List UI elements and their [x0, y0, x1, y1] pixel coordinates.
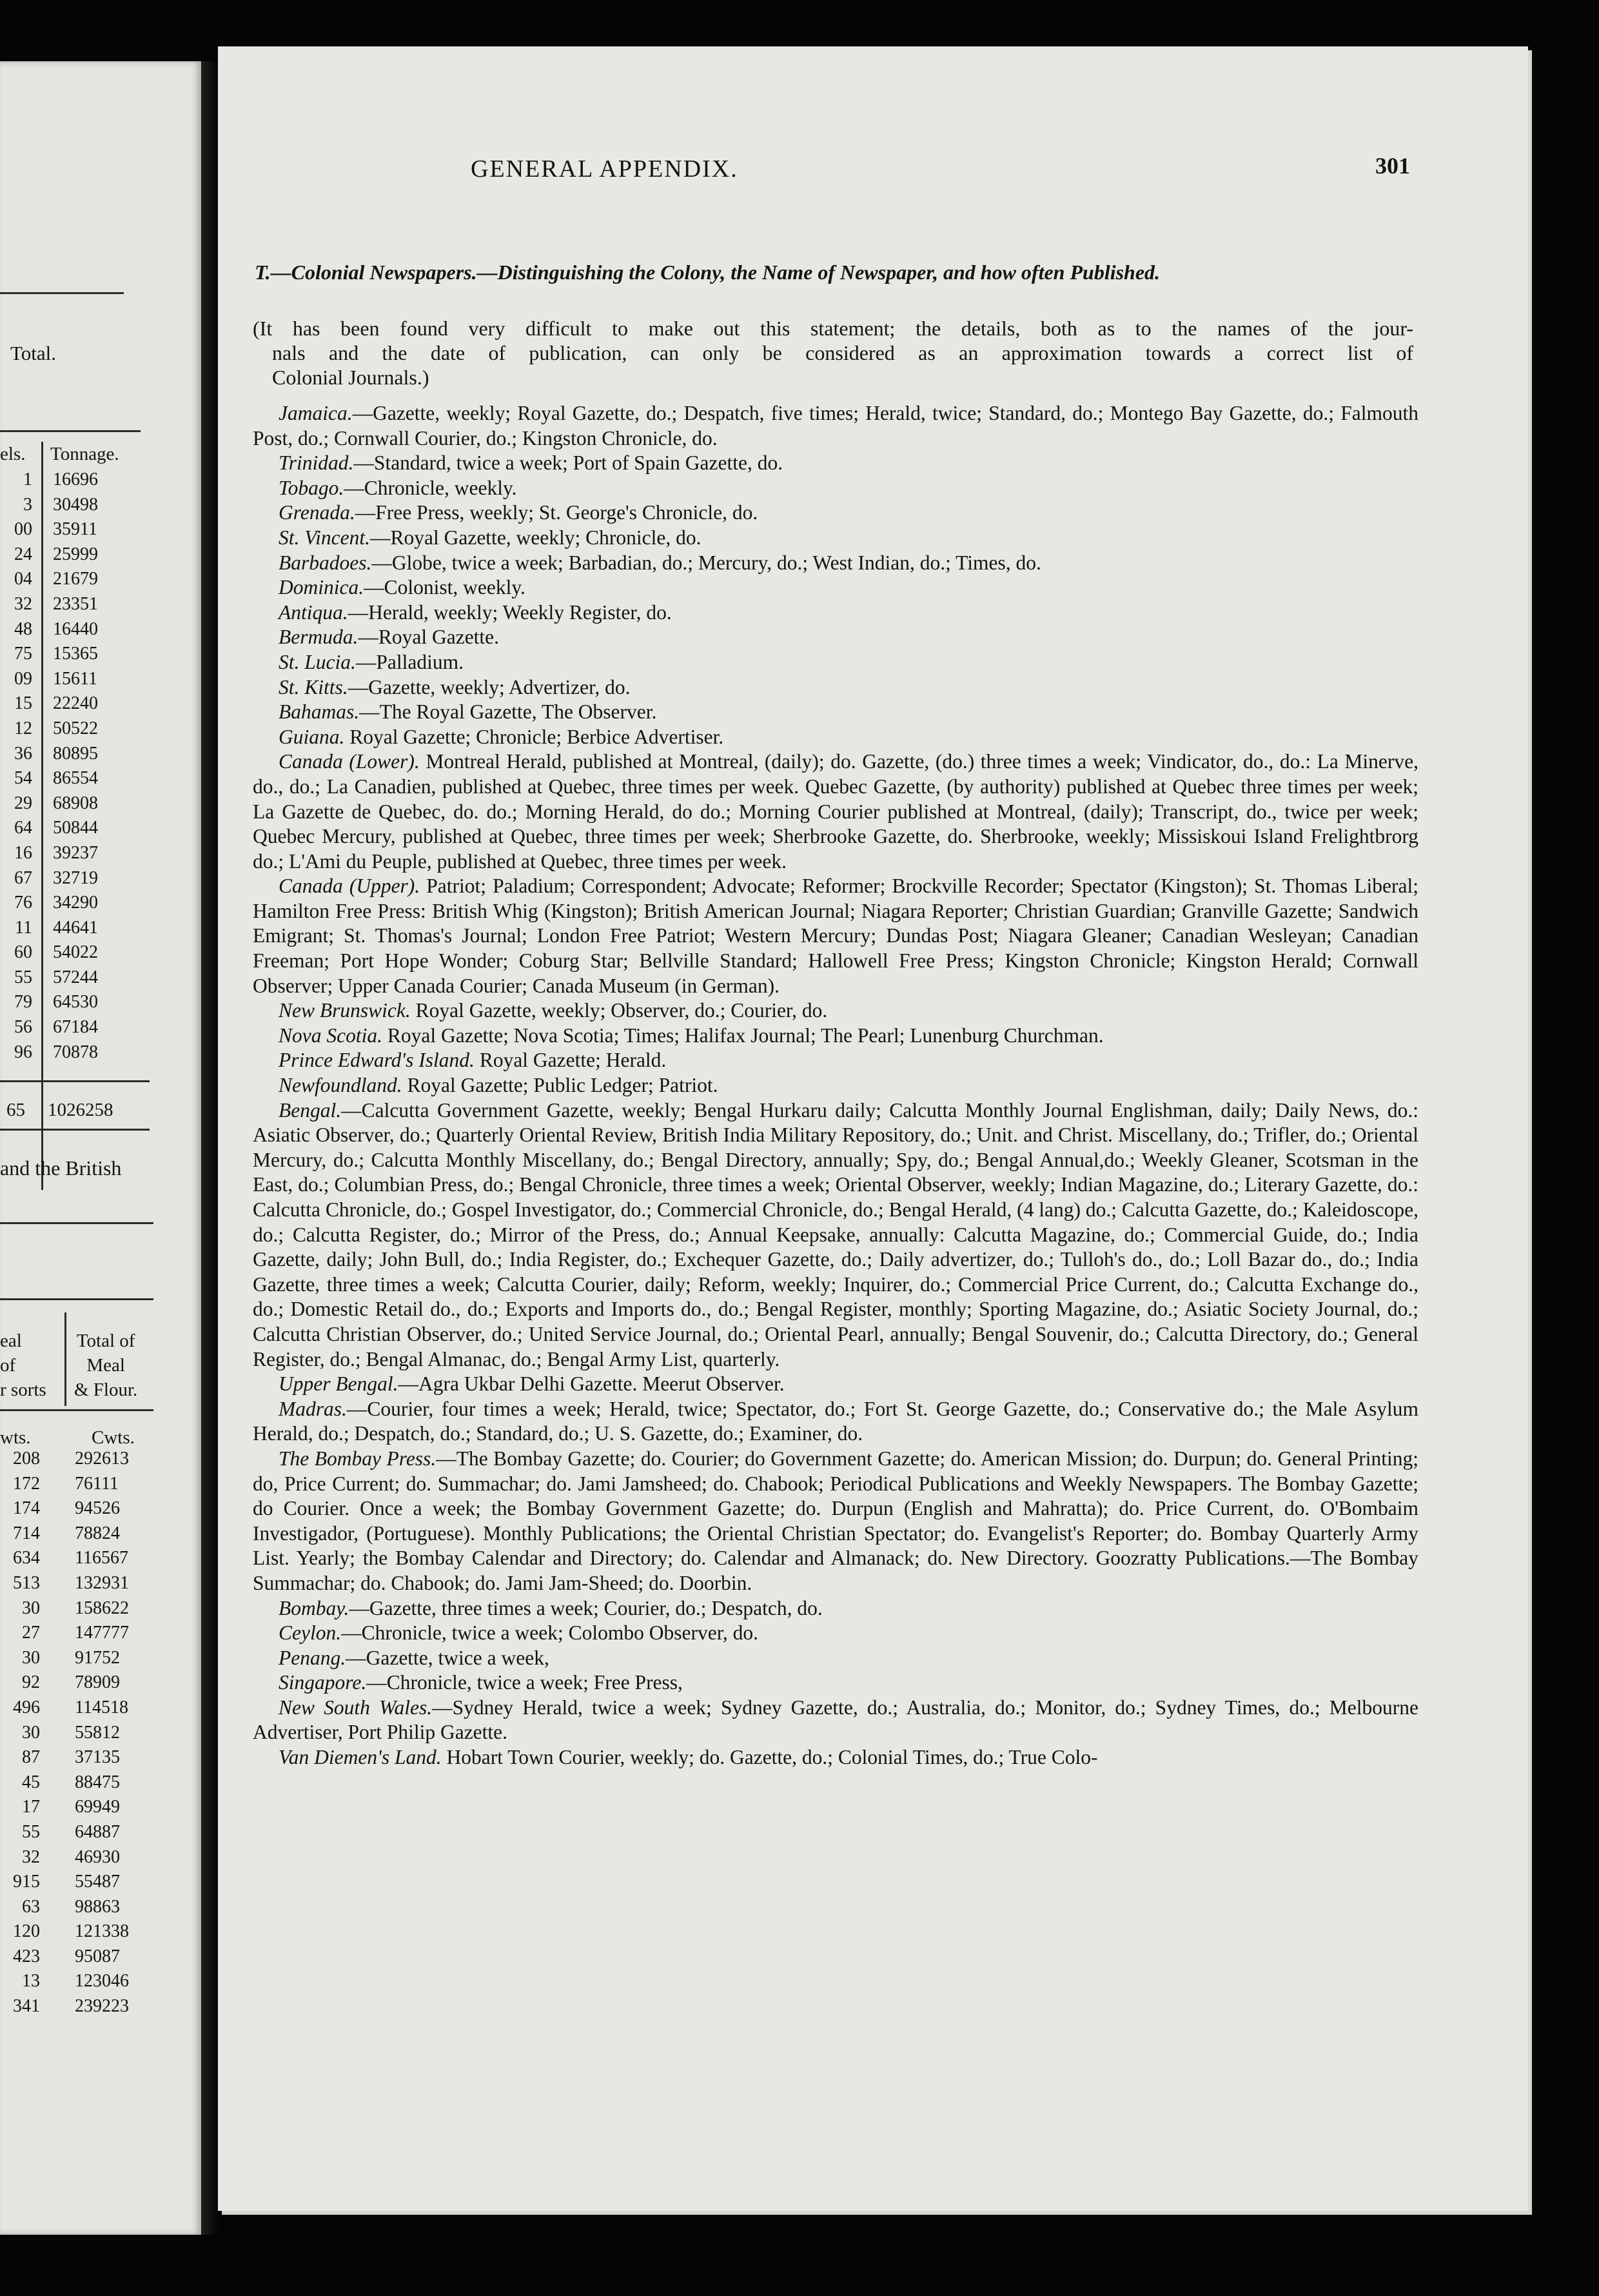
table-cell: 341: [13, 1996, 40, 2017]
page-gutter: [201, 61, 219, 2235]
newspaper-list: Royal Gazette; Herald.: [474, 1049, 667, 1072]
colony-name: The Bombay Press.: [279, 1447, 437, 1470]
table-cell: 45: [22, 1772, 40, 1792]
table-cell: 3: [23, 494, 32, 515]
table-cell: 292613: [75, 1449, 129, 1469]
table-cell: 34290: [53, 893, 98, 913]
table-cell: 87: [22, 1747, 40, 1768]
table-cell: 63: [22, 1896, 40, 1917]
left-page-fragment: [0, 61, 201, 2235]
table2-col1-unit: wts.: [0, 1427, 31, 1448]
table-cell: 147777: [75, 1623, 129, 1643]
table-cell: 39237: [53, 842, 98, 863]
colony-entry: [253, 1596, 1418, 1621]
newspaper-list: —Agra Ukbar Delhi Gazette. Meerut Observer.: [398, 1372, 785, 1396]
caption: and the British: [0, 1156, 122, 1180]
colony-name: Tobago.: [279, 476, 344, 499]
table-cell: 04: [14, 569, 32, 589]
table-cell: 57244: [53, 967, 98, 987]
table-cell: 120: [13, 1921, 40, 1942]
table-cell: 21679: [53, 569, 98, 589]
colony-entry: [253, 650, 1418, 675]
newspaper-list: Hobart Town Courier, weekly; do. Gazette, do.; Colonial Times, do.; True Colo-: [441, 1746, 1098, 1769]
total-heading: Total.: [10, 342, 57, 364]
table-cell: 55: [14, 967, 32, 987]
colony-entry: [253, 551, 1418, 576]
intro-line: Colonial Journals.): [272, 366, 429, 389]
table2-col2-unit: Cwts.: [92, 1427, 135, 1448]
table-cell: 44641: [53, 917, 98, 938]
table-cell: 54022: [53, 942, 98, 963]
newspaper-list: —The Royal Gazette, The Observer.: [359, 700, 657, 724]
table-cell: 30: [22, 1598, 40, 1618]
rule: [0, 1222, 153, 1224]
table-cell: 32719: [53, 867, 98, 888]
table-cell: 54: [14, 768, 32, 789]
table1-total-col1: 65: [6, 1100, 25, 1120]
colony-name: St. Vincent.: [279, 526, 370, 549]
intro-line: nals and the date of publication, can only be considered as an approximation towards a correct list of: [272, 341, 1413, 364]
rule: [0, 430, 141, 432]
table-cell: 88475: [75, 1772, 120, 1792]
table2-col2-header: Total of Meal & Flour.: [74, 1331, 138, 1400]
colony-entry: [253, 998, 1418, 1024]
newspaper-list: Montreal Herald, published at Montreal, (daily); do. Gazette, (do.) three times a week; Vindicator, do., do.: La Minerve, do., do.; La Canadien, published at Quebec, three times per week. Quebec Gazette, (by authority) published at Quebec three times per week; La Gazette de Quebec, do. do.; Morning Herald, do do.; Morning Courier published at Montreal, (daily); Transcript, do., twice per week; Quebec Mercury, published at Quebec, three times per week; Sherbrooke Gazette, do. Sherbrooke, weekly; Missiskoui Island Frelightbrorg do.; L'Ami du Peuple, published at Quebec, three times per week.: [253, 750, 1418, 873]
table-cell: 69949: [75, 1797, 120, 1817]
table-cell: 35911: [53, 519, 97, 540]
colony-entry: [253, 1670, 1418, 1696]
newspaper-list: Royal Gazette, weekly; Observer, do.; Courier, do.: [410, 999, 828, 1022]
table-cell: 86554: [53, 768, 98, 789]
newspaper-list: —The Bombay Gazette; do. Courier; do Government Gazette; do. American Mission; do. Durpun; do. General Printing; do, Price Current; do. Summachar; do. Jami Jamsheed; do. Chabook; Periodical Publications and Weekly Newspapers. The Bombay Gazette; do Courier. Once a week; the Bombay Government Gazette; do. Durpun (English and Mahratta); do. Price Current, do. O'Bombaim Investigador, (Portuguese). Monthly Publications; the Oriental Christian Spectator; do. Evangelist's Reporter; do. Bombay Quarterly Army List. Yearly; the Bombay Calendar and Directory; do. Calendar and Almanack; do. New Directory. Goozratty Publications.—The Bombay Summachar; do. Chabook; do. Jami Jam-Sheed; do. Doorbin.: [253, 1447, 1418, 1594]
table-cell: 55487: [75, 1872, 120, 1892]
colony-name: Newfoundland.: [279, 1074, 402, 1097]
table-cell: 116567: [75, 1548, 128, 1569]
table-cell: 76: [14, 893, 32, 913]
colony-name: Jamaica.: [279, 402, 353, 424]
newspaper-list: —Palladium.: [355, 650, 464, 673]
newspaper-list: —Free Press, weekly; St. George's Chronicle, do.: [355, 501, 758, 524]
colony-entry: [253, 725, 1418, 750]
colony-entry: [253, 1024, 1418, 1049]
table-cell: 36: [14, 743, 32, 764]
table-cell: 13: [22, 1971, 40, 1992]
newspaper-list: —Chronicle, weekly.: [344, 476, 517, 499]
table-cell: 67184: [53, 1017, 98, 1038]
table-cell: 64530: [53, 992, 98, 1013]
table-cell: 60: [14, 942, 32, 963]
table-cell: 16440: [53, 619, 98, 639]
newspaper-list: —Colonist, weekly.: [364, 576, 525, 599]
newspaper-list: —Courier, four times a week; Herald, twice; Spectator, do.; Fort St. George Gazette, do.; Conservative do.; the Male Asylum Herald, do.; Despatch, do.; Standard, do.; U. S. Gazette, do.; Examiner, do.: [253, 1397, 1418, 1445]
newspaper-list: —Gazette, twice a week,: [346, 1646, 549, 1669]
rule: [0, 1080, 150, 1082]
table-cell: 91752: [75, 1647, 120, 1668]
table1-divider: [41, 442, 43, 1190]
table-cell: 94526: [75, 1498, 120, 1519]
newspaper-list: Patriot; Paladium; Correspondent; Advocate; Reformer; Brockville Recorder; Spectator (Kingston); St. Thomas Liberal; Hamilton Free Press: British Whig (Kingston); British American Journal; Niagara Reporter; Christian Guardian; Granville Gazette; Sandwich Emigrant; St. Thomas's Journal; London Free Patriot; Western Mercury; Dundas Post; Niagara Gleaner; Canadian Wesleyan; Canadian Freeman; Port Hope Wonder; Coburg Star; Bellville Standard; Hallowell Free Press; Kingston Chronicle; Kingston Herald; Cornwall Observer; Upper Canada Courier; Canada Museum (in German).: [253, 875, 1418, 997]
table-cell: 1: [23, 470, 32, 490]
table-cell: 48: [14, 619, 32, 639]
colony-entry: [253, 1745, 1418, 1770]
table-cell: 30: [22, 1647, 40, 1668]
colony-name: New Brunswick.: [279, 999, 411, 1022]
colony-entry: [253, 401, 1418, 451]
table-cell: 75: [14, 644, 32, 664]
page-number: 301: [1375, 153, 1410, 179]
colony-entry: [253, 1621, 1418, 1646]
table-cell: 32: [22, 1846, 40, 1867]
table-cell: 123046: [75, 1971, 129, 1992]
newspaper-list: —Chronicle, twice a week; Colombo Observer, do.: [341, 1621, 759, 1645]
colony-name: Canada (Lower).: [279, 750, 420, 773]
table-cell: 16: [14, 842, 32, 863]
table-cell: 22240: [53, 693, 98, 714]
newspaper-list: Royal Gazette; Nova Scotia; Times; Halifax Journal; The Pearl; Lunenburg Churchman.: [382, 1024, 1104, 1047]
colony-name: Dominica.: [279, 576, 364, 599]
table-cell: 239223: [75, 1996, 129, 2017]
colony-entry: [253, 625, 1418, 650]
colony-entry: [253, 451, 1418, 476]
rule: [0, 292, 124, 294]
colony-name: Canada (Upper).: [279, 875, 420, 898]
table-cell: 32: [14, 593, 32, 614]
intro-line: (It has been found very difficult to make out this statement; the details, both as to the names of the jour-: [253, 317, 1413, 340]
table-cell: 30: [22, 1722, 40, 1743]
table-cell: 64: [14, 818, 32, 838]
table-cell: 37135: [75, 1747, 120, 1768]
colony-entry: [253, 874, 1418, 998]
table2-col2: [75, 1447, 129, 2019]
newspaper-list: —Gazette, weekly; Advertizer, do.: [348, 675, 631, 698]
newspaper-list: —Royal Gazette, weekly; Chronicle, do.: [370, 526, 701, 549]
table-cell: 915: [13, 1872, 40, 1892]
colony-entry: [253, 600, 1418, 626]
table-cell: 55: [22, 1821, 40, 1842]
table-cell: 208: [13, 1449, 40, 1469]
table-cell: 15365: [53, 644, 98, 664]
rule: [0, 1409, 153, 1411]
colony-entry: [253, 526, 1418, 551]
colony-name: Bengal.: [279, 1098, 342, 1122]
colony-entry: [253, 749, 1418, 874]
table-cell: 172: [13, 1473, 40, 1494]
table-cell: 50844: [53, 818, 98, 838]
table-cell: 25999: [53, 544, 98, 564]
colony-entry: [253, 1048, 1418, 1073]
table-cell: 23351: [53, 593, 98, 614]
newspaper-list: —Globe, twice a week; Barbadian, do.; Mercury, do.; West Indian, do.; Times, do.: [371, 551, 1041, 574]
colony-name: Grenada.: [279, 501, 355, 524]
table2-col1: [0, 1447, 40, 2019]
newspaper-list: —Gazette, weekly; Royal Gazette, do.; Despatch, five times; Herald, twice; Standard, do.; Montego Bay Gazette, do.; Falmouth Post, do.; Cornwall Courier, do.; Kingston Chronicle, do.: [253, 402, 1418, 450]
table-cell: 634: [13, 1548, 40, 1569]
rule: [0, 1298, 153, 1300]
colony-entry: [253, 675, 1418, 700]
intro-note: [253, 316, 1413, 390]
table-cell: 46930: [75, 1846, 120, 1867]
table-cell: 98863: [75, 1896, 120, 1917]
rule: [0, 1129, 150, 1131]
table-cell: 496: [13, 1697, 40, 1717]
colony-entry: [253, 1372, 1418, 1397]
newspaper-list: —Calcutta Government Gazette, weekly; Bengal Hurkaru daily; Calcutta Monthly Journal Englishman, daily; Daily News, do.: Asiatic Observer, do.; Quarterly Oriental Review, British India Military Repository, do.; Unit. and Christ. Miscellany, do.; Trifler, do.; Oriental Mercury, do.; Calcutta Monthly Miscellany, do.; Bengal Directory, annually; Spy, do.; Bengal Annual,do.; Weekly Gleaner, Scotsman in the East, do.; Columbian Press, do.; Bengal Chronicle, three times a week; Oriental Observer, weekly; Indian Magazine, do.; Literary Gazette, do.: Calcutta Chronicle, do.; Gospel Investigator, do.; Commercial Chronicle, do.; Bengal Herald, (4 lang) do.; Calcutta Gazette, do.; Kaleidoscope, do.; Calcutta Register, do.; Mirror of the Press, do.; Annual Keepsake, annually: Calcutta Magazine, do.; Commercial Guide, do.; India Gazette, daily; John Bull, do.; India Register, do.; Exchequer Gazette, do.; Daily advertizer, do.; Tulloh's do., do.; Loll Bazar do., do.; India Gazette, three times a week; Calcutta Courier, daily; Reform, weekly; Inquirer, do.; Commercial Price Current, do.; Calcutta Exchange do., do.; Domestic Retail do., do.; Exports and Imports do., do.; Bengal Register, monthly; Sporting Magazine, do.; Asiatic Society Journal, do.; Calcutta Christian Observer, do.; United Service Journal, do.; Oriental Pearl, annually; Bengal Souvenir, do.; Calcutta Directory, do.; General Register, do.; Bengal Almanac, do.; Bengal Army List, quarterly.: [253, 1098, 1418, 1371]
table-cell: 513: [13, 1572, 40, 1593]
table1-col1-header: els.: [0, 444, 26, 464]
colony-entry: [253, 700, 1418, 725]
colony-name: Singapore.: [279, 1671, 367, 1694]
table2-divider: [64, 1312, 66, 1406]
table-cell: 12: [14, 718, 32, 738]
colony-entry: [253, 1073, 1418, 1098]
newspaper-list: —Gazette, three times a week; Courier, do.; Despatch, do.: [349, 1596, 823, 1619]
colony-entry: [253, 500, 1418, 526]
table1-col1: [0, 468, 32, 1065]
table-cell: 121338: [75, 1921, 129, 1942]
table1-col2: [53, 468, 98, 1065]
table-cell: 714: [13, 1523, 40, 1543]
table1-total-col2: 1026258: [48, 1100, 113, 1120]
colony-entry: [253, 1447, 1418, 1596]
table-cell: 114518: [75, 1697, 128, 1717]
table-cell: 68908: [53, 793, 98, 813]
colony-name: Penang.: [279, 1646, 346, 1669]
table-cell: 11: [15, 917, 32, 938]
table-cell: 158622: [75, 1598, 129, 1618]
newspaper-list: —Royal Gazette.: [358, 626, 500, 649]
table-cell: 55812: [75, 1722, 120, 1743]
newspaper-entries: [253, 401, 1418, 1770]
table-cell: 27: [22, 1623, 40, 1643]
table-cell: 29: [14, 793, 32, 813]
table-cell: 78824: [75, 1523, 120, 1543]
newspaper-list: —Standard, twice a week; Port of Spain Gazette, do.: [353, 451, 783, 475]
colony-entry: [253, 1646, 1418, 1671]
table-cell: 95087: [75, 1946, 120, 1966]
colony-name: Prince Edward's Island.: [279, 1049, 475, 1072]
colony-name: Barbadoes.: [279, 551, 372, 574]
colony-name: Antiqua.: [279, 600, 348, 624]
colony-name: Madras.: [279, 1397, 347, 1420]
table-cell: 30498: [53, 494, 98, 515]
table-cell: 09: [14, 668, 32, 689]
table-cell: 79: [14, 992, 32, 1013]
colony-name: Van Diemen's Land.: [279, 1746, 442, 1769]
colony-entry: [253, 1397, 1418, 1447]
colony-name: Bahamas.: [279, 700, 360, 724]
table2-col1-header: eal of r sorts: [0, 1331, 46, 1400]
table-cell: 00: [14, 519, 32, 540]
newspaper-list: —Herald, weekly; Weekly Register, do.: [348, 600, 672, 624]
colony-entry: [253, 1098, 1418, 1372]
table-cell: 64887: [75, 1821, 120, 1842]
colony-name: Upper Bengal.: [279, 1372, 398, 1396]
table1-col2-header: Tonnage.: [50, 444, 119, 464]
colony-name: Trinidad.: [279, 451, 354, 475]
table-cell: 15: [14, 693, 32, 714]
colony-name: Nova Scotia.: [279, 1024, 382, 1047]
table-cell: 174: [13, 1498, 40, 1519]
colony-name: St. Kitts.: [279, 675, 348, 698]
newspaper-list: —Sydney Herald, twice a week; Sydney Gazette, do.; Australia, do.; Monitor, do.; Sydney Times, do.; Melbourne Advertiser, Port Philip Gazette.: [253, 1696, 1419, 1744]
newspaper-list: Royal Gazette; Public Ledger; Patriot.: [402, 1074, 718, 1097]
table-cell: 80895: [53, 743, 98, 764]
newspaper-list: —Chronicle, twice a week; Free Press,: [366, 1671, 683, 1694]
colony-name: Bombay.: [279, 1596, 349, 1619]
colony-name: St. Lucia.: [279, 650, 356, 673]
table-cell: 17: [22, 1797, 40, 1817]
table-cell: 56: [14, 1017, 32, 1038]
running-header: GENERAL APPENDIX.: [471, 155, 738, 183]
table-cell: 67: [14, 867, 32, 888]
section-title: T.—Colonial Newspapers.—Distinguishing the Colony, the Name of Newspaper, and how often Published.: [255, 261, 1161, 284]
table-cell: 92: [22, 1672, 40, 1693]
table-cell: 15611: [53, 668, 97, 689]
colony-name: New South Wales.: [279, 1696, 433, 1719]
colony-entry: [253, 476, 1418, 501]
colony-name: Bermuda.: [279, 626, 358, 649]
table-cell: 423: [13, 1946, 40, 1966]
colony-entry: [253, 575, 1418, 600]
table-cell: 132931: [75, 1572, 129, 1593]
table-cell: 96: [14, 1042, 32, 1062]
table-cell: 50522: [53, 718, 98, 738]
table-cell: 76111: [75, 1473, 119, 1494]
table-cell: 16696: [53, 470, 98, 490]
table-cell: 70878: [53, 1042, 98, 1062]
colony-entry: [253, 1696, 1418, 1745]
table-cell: 24: [14, 544, 32, 564]
colony-name: Guiana.: [279, 725, 345, 748]
colony-name: Ceylon.: [279, 1621, 342, 1645]
newspaper-list: Royal Gazette; Chronicle; Berbice Advertiser.: [344, 725, 724, 748]
table-cell: 78909: [75, 1672, 120, 1693]
